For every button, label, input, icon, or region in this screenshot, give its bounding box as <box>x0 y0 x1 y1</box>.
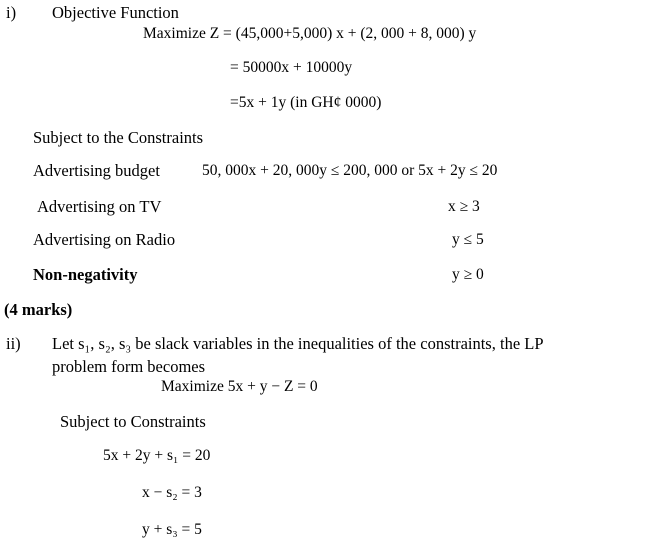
constraint-radio-expr: y ≤ 5 <box>452 231 484 248</box>
constraint-nonneg-name: Non-negativity <box>33 265 138 284</box>
constraint-budget-expr: 50, 000x + 20, 000y ≤ 200, 000 or 5x + 2y ≤ 20 <box>202 162 498 179</box>
constraint-nonneg-expr: y ≥ 0 <box>452 266 484 283</box>
constraint-budget-name: Advertising budget <box>33 161 160 180</box>
constraint-tv-expr: x ≥ 3 <box>448 198 480 215</box>
slack-intro-line-2: problem form becomes <box>52 357 206 376</box>
part-i-label: i) <box>6 3 17 22</box>
subject-to-constraints: Subject to the Constraints <box>33 128 204 147</box>
slack-intro-line-1: Let s₁, s₂, s₃ be slack variables in the inequalities of the constraints, the LP <box>52 334 544 353</box>
slack-equation-3: y + s₃ = 5 <box>142 521 202 538</box>
slack-equation-1: 5x + 2y + s₁ = 20 <box>103 447 211 464</box>
objective-line-1: Maximize Z = (45,000+5,000) x + (2, 000 + 8, 000) y <box>143 25 477 42</box>
part-ii-label: ii) <box>6 334 21 353</box>
constraint-tv-name: Advertising on TV <box>37 197 162 216</box>
lp-maximize: Maximize 5x + y − Z = 0 <box>161 378 318 395</box>
objective-line-2: = 50000x + 10000y <box>230 59 353 76</box>
slack-equation-2: x − s₂ = 3 <box>142 484 202 501</box>
marks-label: (4 marks) <box>4 300 73 319</box>
objective-heading: Objective Function <box>52 3 179 22</box>
subject-to-constraints-2: Subject to Constraints <box>60 412 206 431</box>
constraint-radio-name: Advertising on Radio <box>33 230 176 249</box>
objective-line-3: =5x + 1y (in GH¢ 0000) <box>230 94 382 111</box>
